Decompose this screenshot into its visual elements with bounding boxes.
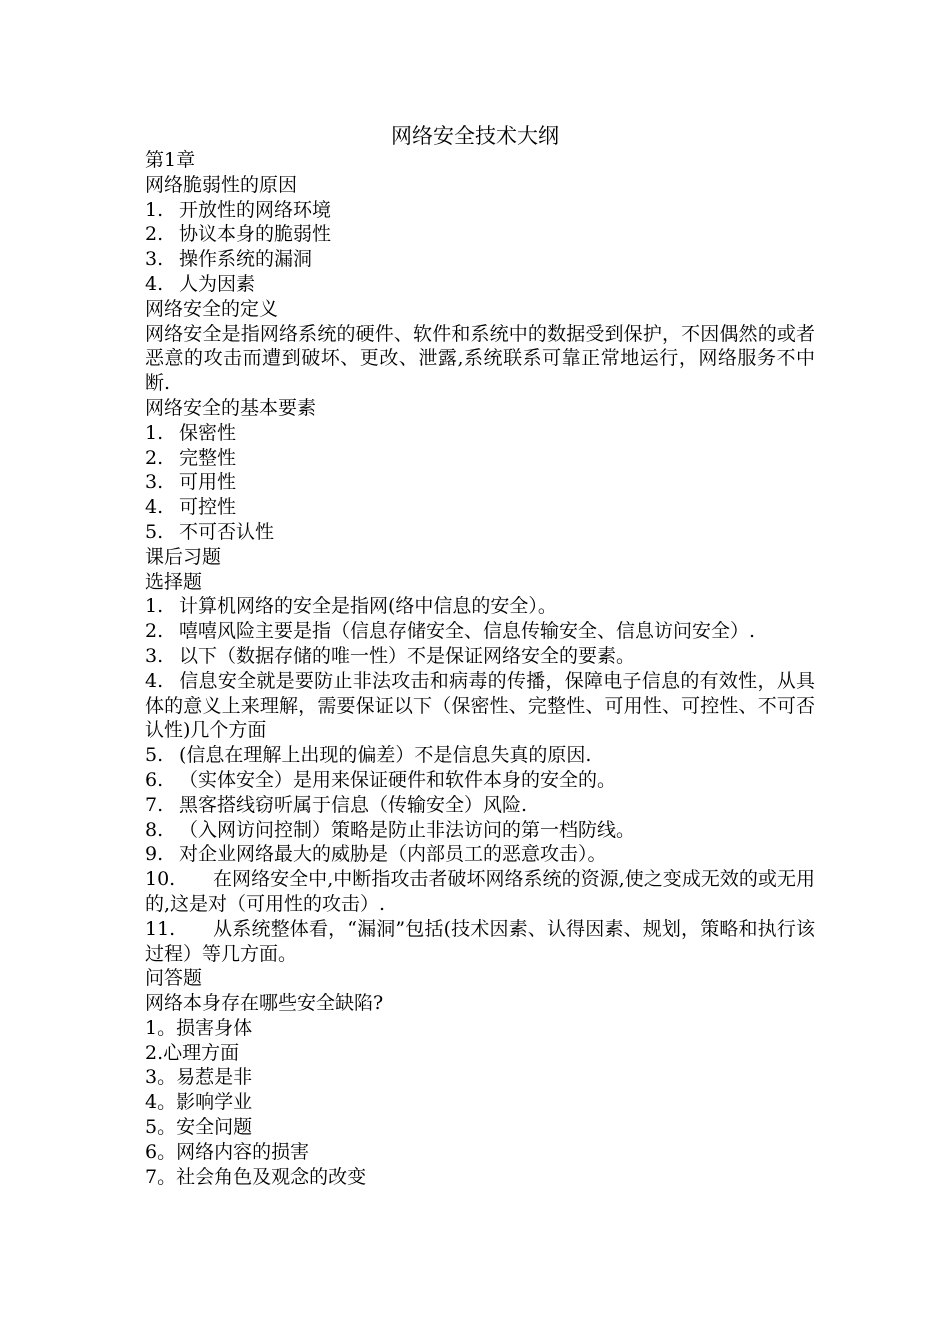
item-number: 2. xyxy=(145,446,164,469)
item-text: 计算机网络的安全是指网(络中信息的安全）。 xyxy=(179,595,557,618)
item-number: 4. xyxy=(145,669,164,692)
item-text: 开放性的网络环境 xyxy=(179,198,332,221)
question-item xyxy=(145,867,815,917)
item-text: 对企业网络最大的威胁是（内部员工的恶意攻击）。 xyxy=(179,843,607,866)
question-item xyxy=(145,768,815,793)
list-item xyxy=(145,520,815,545)
question-item xyxy=(145,917,815,967)
subheading-multiple-choice: 选择题 xyxy=(145,570,203,593)
item-number: 3. xyxy=(145,644,164,667)
answer-item: 7。社会角色及观念的改变 xyxy=(145,1165,367,1188)
definition-paragraph: 网络安全是指网络系统的硬件、软件和系统中的数据受到保护，不因偶然的或者恶意的攻击而遭到破坏、更改、泄露,系统联系可靠正常地运行，网络服务不中断. xyxy=(145,322,815,395)
item-number: 10. xyxy=(145,868,176,891)
answer-item: 1。损害身体 xyxy=(145,1016,253,1039)
item-number: 11. xyxy=(145,917,176,940)
item-text: 可控性 xyxy=(179,496,237,519)
item-number: 5. xyxy=(145,744,164,767)
item-text: 嘻嘻风险主要是指（信息存储安全、信息传输安全、信息访问安全）. xyxy=(179,620,756,643)
item-text: 黑客搭线窃听属于信息（传输安全）风险. xyxy=(179,793,528,816)
item-number: 1. xyxy=(145,198,164,221)
item-text: 人为因素 xyxy=(179,272,256,295)
item-number: 4. xyxy=(145,496,164,519)
item-number: 7. xyxy=(145,793,164,816)
item-number: 8. xyxy=(145,818,164,841)
question-item xyxy=(145,619,815,644)
item-text: （实体安全）是用来保证硬件和软件本身的安全的。 xyxy=(179,768,617,791)
item-text: 操作系统的漏洞 xyxy=(179,248,313,271)
item-text: 信息安全就是要防止非法攻击和病毒的传播，保障电子信息的有效性，从具体的意义上来理解，需要保证以下（保密性、完整性、可用性、可控性、不可否认性)几个方面 xyxy=(145,669,815,742)
item-text: (信息在理解上出现的偏差）不是信息失真的原因. xyxy=(179,744,592,767)
item-number: 2. xyxy=(145,620,164,643)
list-item xyxy=(145,495,815,520)
list-item xyxy=(145,222,815,247)
answer-item: 4。影响学业 xyxy=(145,1091,253,1114)
qa-question: 网络本身存在哪些安全缺陷? xyxy=(145,992,384,1015)
item-number: 9. xyxy=(145,843,164,866)
list-item xyxy=(145,446,815,471)
item-number: 6. xyxy=(145,768,164,791)
item-text: 可用性 xyxy=(179,471,237,494)
item-text: 以下（数据存储的唯一性）不是保证网络安全的要素。 xyxy=(179,644,636,667)
item-number: 3. xyxy=(145,471,164,494)
question-item xyxy=(145,644,815,669)
item-number: 5. xyxy=(145,520,164,543)
section-heading-elements: 网络安全的基本要素 xyxy=(145,396,317,419)
document-title: 网络安全技术大纲 xyxy=(391,124,559,148)
list-item xyxy=(145,247,815,272)
answer-item: 6。网络内容的损害 xyxy=(145,1140,310,1163)
item-text: 保密性 xyxy=(179,421,237,444)
item-text: 从系统整体看，“漏洞”包括(技术因素、认得因素、规划，策略和执行该过程）等几方面。 xyxy=(145,917,815,965)
section-heading-vulnerability: 网络脆弱性的原因 xyxy=(145,173,298,196)
section-heading-definition: 网络安全的定义 xyxy=(145,297,279,320)
item-text: 在网络安全中,中断指攻击者破坏网络系统的资源,使之变成无效的或无用的,这是对（可用性的攻击）. xyxy=(145,868,815,915)
list-item xyxy=(145,421,815,446)
list-item xyxy=(145,470,815,495)
answer-item: 5。安全问题 xyxy=(145,1116,253,1139)
question-item xyxy=(145,793,815,818)
item-number: 1. xyxy=(145,421,164,444)
item-number: 1. xyxy=(145,595,164,618)
item-text: 协议本身的脆弱性 xyxy=(179,223,332,246)
question-item xyxy=(145,818,815,843)
section-heading-exercises: 课后习题 xyxy=(145,545,222,568)
document-body xyxy=(145,148,815,1189)
chapter-heading: 第1章 xyxy=(145,149,196,171)
item-text: 不可否认性 xyxy=(179,520,275,543)
item-text: （入网访问控制）策略是防止非法访问的第一档防线。 xyxy=(179,818,636,841)
question-item xyxy=(145,669,815,743)
list-item xyxy=(145,272,815,297)
item-text: 完整性 xyxy=(179,446,237,469)
question-item xyxy=(145,594,815,619)
item-number: 3. xyxy=(145,248,164,271)
answer-item: 2.心理方面 xyxy=(145,1041,240,1064)
answer-item: 3。易惹是非 xyxy=(145,1066,253,1089)
question-item xyxy=(145,743,815,768)
item-number: 4. xyxy=(145,272,164,295)
list-item xyxy=(145,198,815,223)
question-item xyxy=(145,842,815,867)
section-heading-qa: 问答题 xyxy=(145,967,203,990)
item-number: 2. xyxy=(145,223,164,246)
